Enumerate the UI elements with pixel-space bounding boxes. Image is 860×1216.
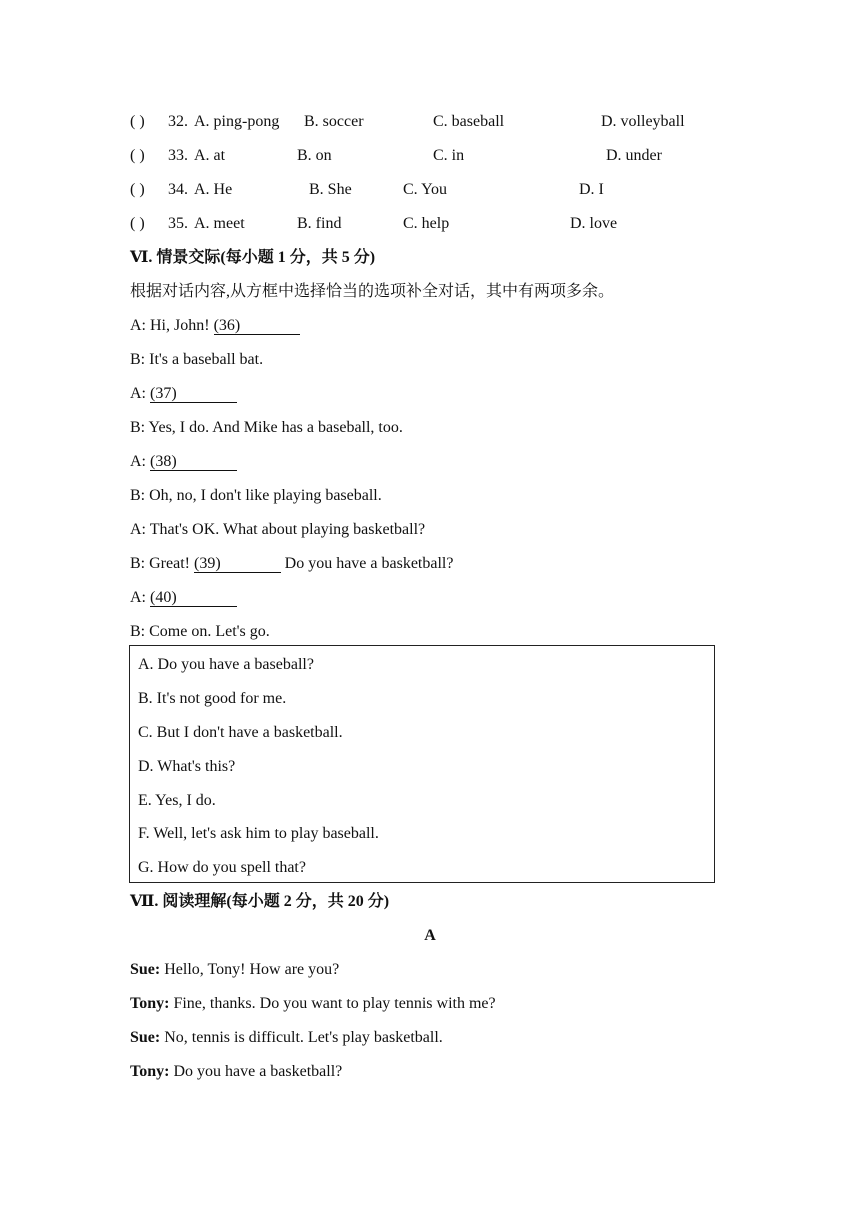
section-7-title: Ⅶ. 阅读理解(每小题 2 分，共 20 分) <box>130 893 390 910</box>
option-a: A. ping-pong <box>194 113 280 130</box>
reading-line <box>130 994 496 1014</box>
option-d: D. volleyball <box>601 113 685 130</box>
answer-paren[interactable]: ( ) <box>130 113 145 130</box>
question-number: 32. <box>168 113 188 130</box>
dialogue-line: B: Yes, I do. And Mike has a baseball, too. <box>130 419 403 436</box>
option-d: D. under <box>606 147 662 164</box>
dialogue-line: A: That's OK. What about playing basketball? <box>130 521 426 538</box>
option-item: D. What's this? <box>138 758 236 775</box>
speaker: Tony: <box>130 995 170 1012</box>
question-number: 33. <box>168 147 188 164</box>
option-b: B. on <box>297 147 332 164</box>
dialogue-line: B: Great! (39) Do you have a basketball? <box>130 555 454 572</box>
reading-line <box>130 1062 342 1082</box>
section-6-title: Ⅵ. 情景交际(每小题 1 分，共 5 分) <box>130 249 376 266</box>
option-c: C. help <box>403 215 450 232</box>
option-c: C. baseball <box>433 113 505 130</box>
dialogue-line: B: Oh, no, I don't like playing baseball. <box>130 487 382 504</box>
dialogue-line: A: (37) <box>130 384 237 404</box>
passage-label: A <box>424 927 436 944</box>
option-d: D. love <box>570 215 618 232</box>
speech: Do you have a basketball? <box>169 1063 343 1080</box>
answer-paren[interactable]: ( ) <box>130 215 145 232</box>
question-number: 35. <box>168 215 188 232</box>
option-item: F. Well, let's ask him to play baseball. <box>138 825 379 842</box>
option-item: A. Do you have a baseball? <box>138 656 314 673</box>
answer-paren[interactable]: ( ) <box>130 147 145 164</box>
blank-39[interactable]: (39) <box>194 554 281 574</box>
dialogue-line: B: It's a baseball bat. <box>130 351 264 368</box>
blank-36[interactable]: (36) <box>214 316 301 336</box>
option-a: A. at <box>194 147 226 164</box>
option-item: B. It's not good for me. <box>138 690 287 707</box>
speech: No, tennis is difficult. Let's play basketball. <box>160 1029 443 1046</box>
blank-40[interactable]: (40) <box>150 588 237 608</box>
option-a: A. meet <box>194 215 245 232</box>
reading-line <box>130 960 339 980</box>
section-6-instruction: 根据对话内容,从方框中选择恰当的选项补全对话，其中有两项多余。 <box>130 283 615 300</box>
dialogue-line: A: (40) <box>130 588 237 608</box>
option-item: E. Yes, I do. <box>138 792 216 809</box>
blank-38[interactable]: (38) <box>150 452 237 472</box>
option-b: B. soccer <box>304 113 364 130</box>
blank-37[interactable]: (37) <box>150 384 237 404</box>
speaker: Sue: <box>130 1029 161 1046</box>
speech: Fine, thanks. Do you want to play tennis with me? <box>169 995 496 1012</box>
option-c: C. You <box>403 181 448 198</box>
reading-line <box>130 1028 443 1048</box>
answer-paren[interactable]: ( ) <box>130 181 145 198</box>
dialogue-line: A: Hi, John! (36) <box>130 316 300 336</box>
option-b: B. She <box>309 181 352 198</box>
option-item: C. But I don't have a basketball. <box>138 724 343 741</box>
option-a: A. He <box>194 181 233 198</box>
dialogue-line: B: Come on. Let's go. <box>130 623 270 640</box>
option-c: C. in <box>433 147 465 164</box>
option-b: B. find <box>297 215 342 232</box>
speaker: Tony: <box>130 1063 170 1080</box>
dialogue-line: A: (38) <box>130 452 237 472</box>
speaker: Sue: <box>130 961 161 978</box>
speech: Hello, Tony! How are you? <box>160 961 340 978</box>
question-number: 34. <box>168 181 188 198</box>
options-box <box>129 645 715 883</box>
option-d: D. I <box>579 181 604 198</box>
option-item: G. How do you spell that? <box>138 859 306 876</box>
